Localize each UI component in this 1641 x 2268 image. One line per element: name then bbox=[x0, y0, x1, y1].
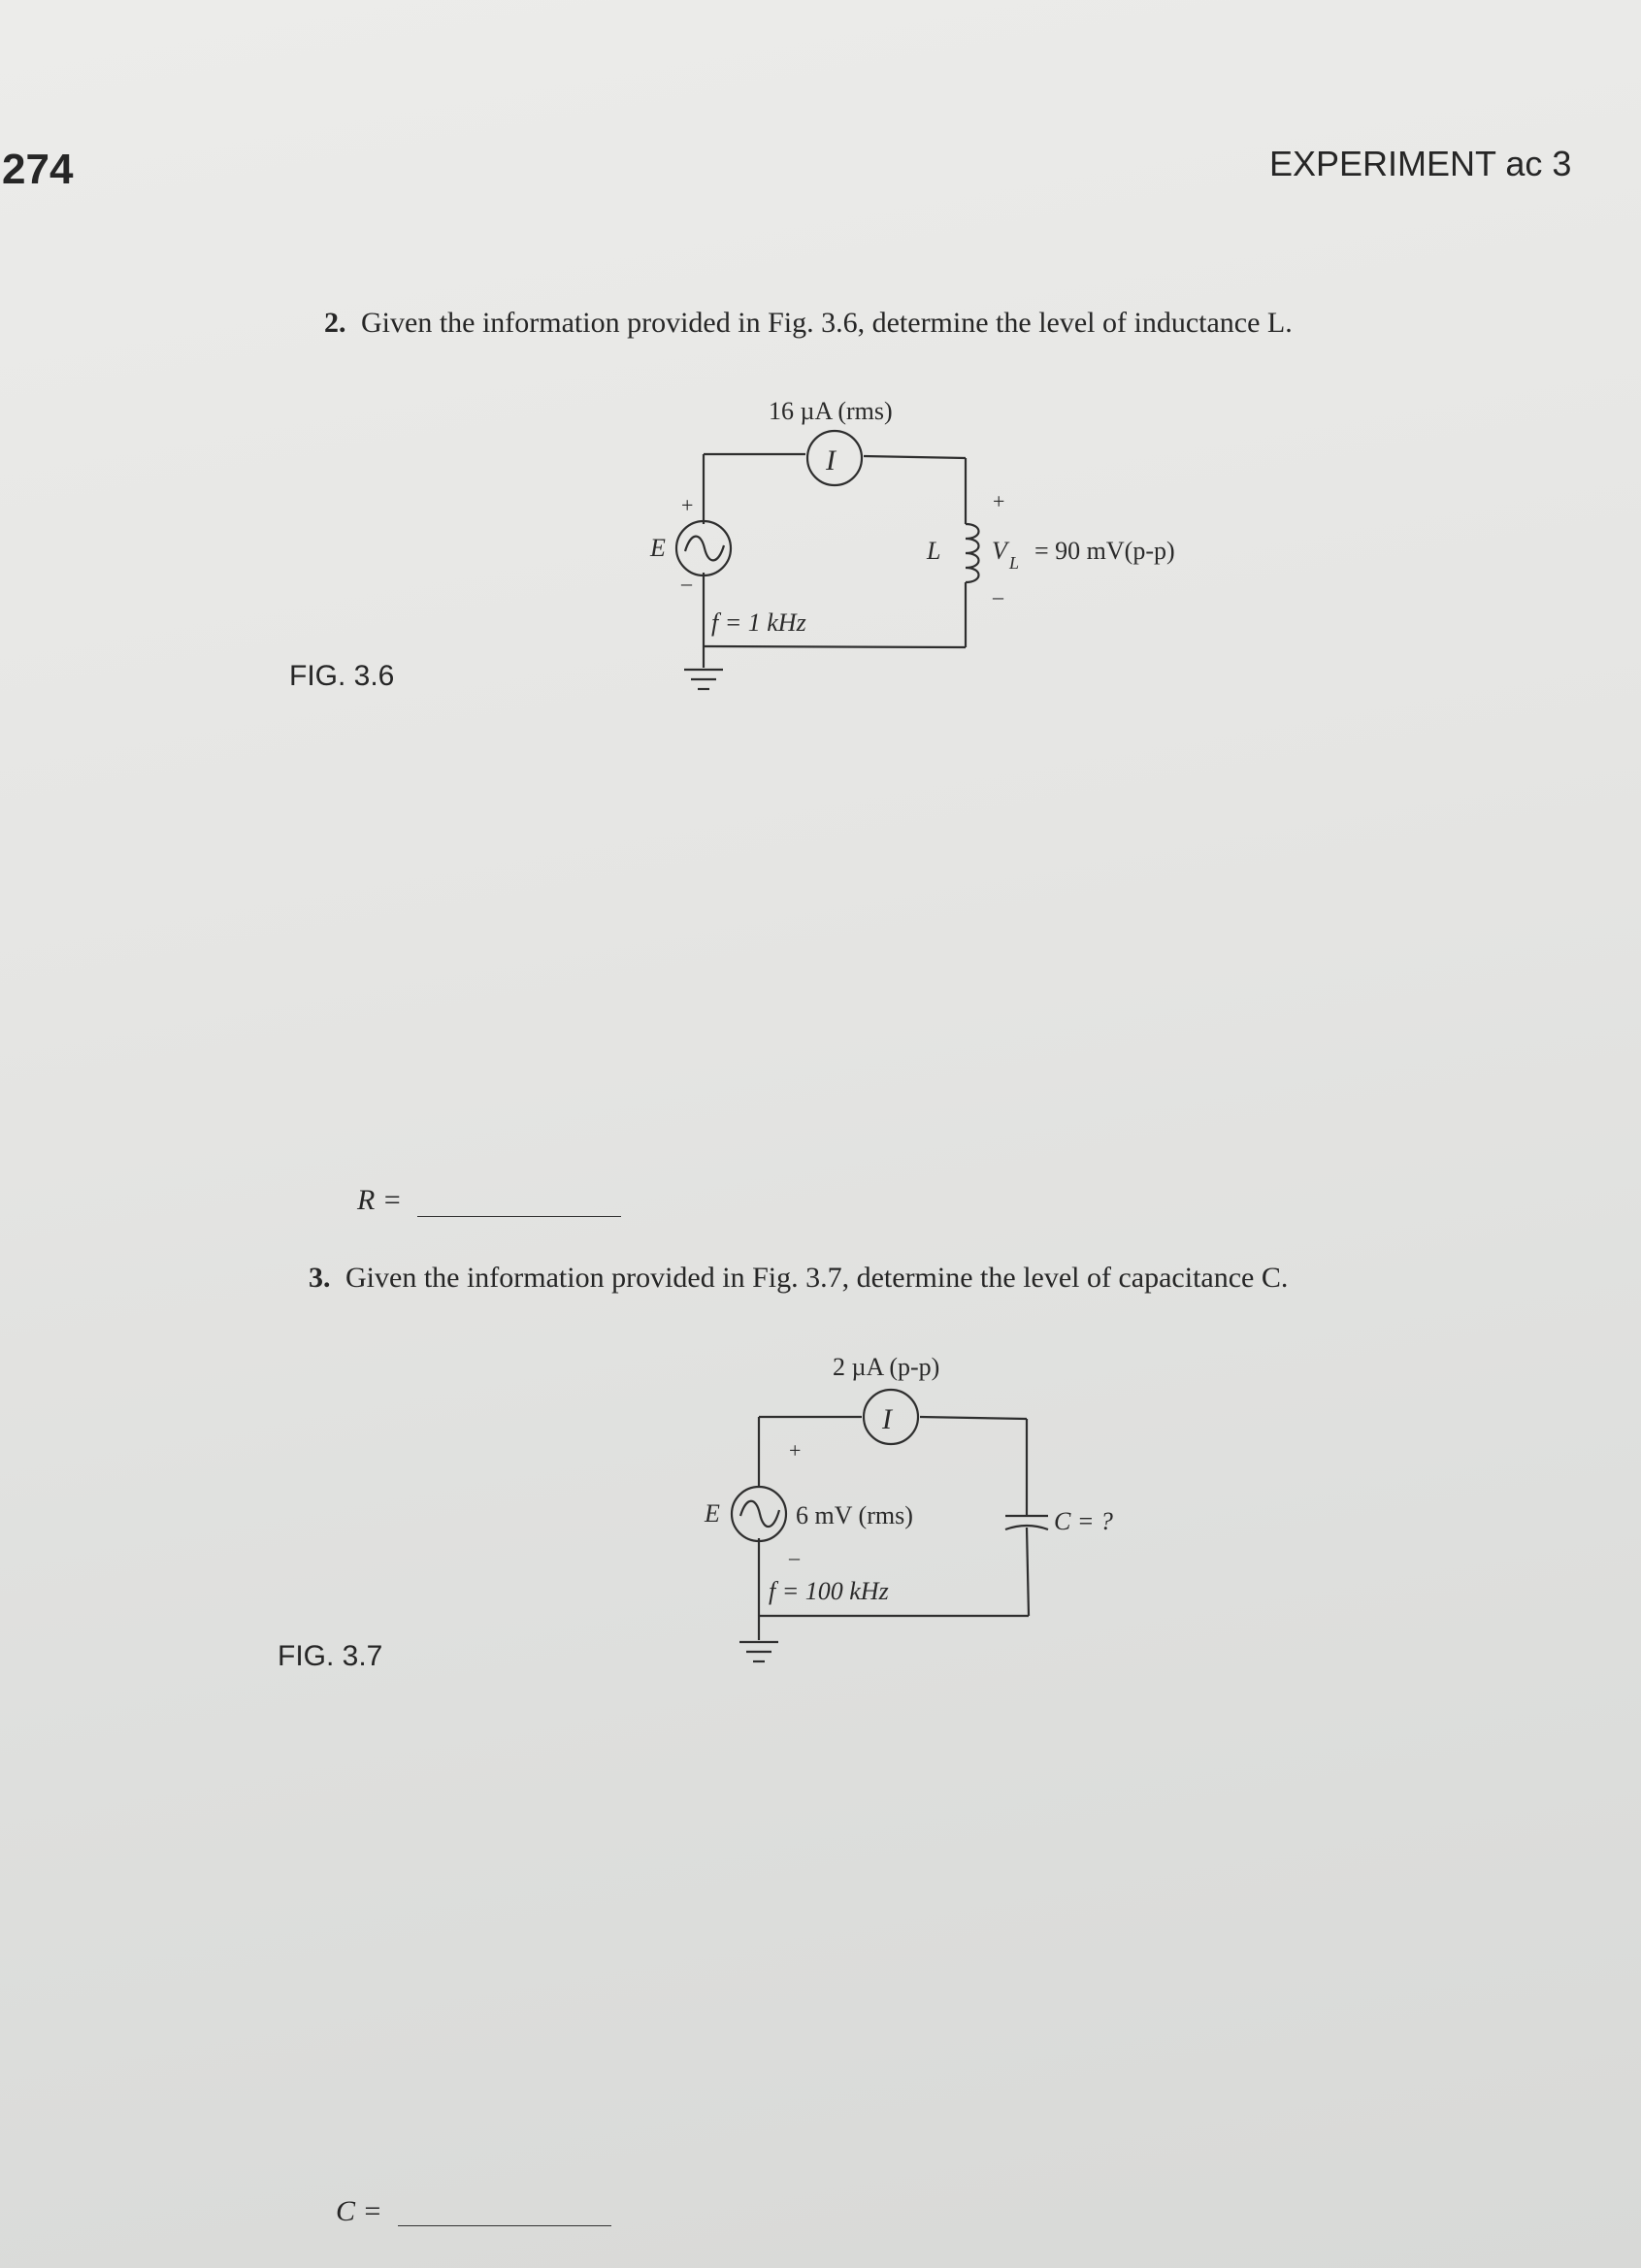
source-plus-3: + bbox=[789, 1438, 802, 1463]
page-number: 274 bbox=[2, 146, 74, 193]
source-plus-2: + bbox=[681, 493, 694, 517]
question-3-text: Given the information provided in Fig. 3.7, determine the level of capacitance C. bbox=[345, 1262, 1289, 1294]
question-2-text: Given the information provided in Fig. 3.6, determine the level of inductance L. bbox=[361, 307, 1293, 339]
inductor-plus-2: + bbox=[993, 489, 1005, 513]
question-3-number: 3. bbox=[309, 1262, 331, 1294]
inductor-label-2: L bbox=[927, 537, 941, 565]
capacitor-label-3: C = ? bbox=[1054, 1507, 1113, 1535]
voltage-value-2: = 90 mV(p-p) bbox=[1034, 537, 1175, 565]
figure-3-7-label: FIG. 3.7 bbox=[278, 1640, 383, 1672]
source-minus-3: – bbox=[789, 1545, 800, 1569]
frequency-3: f = 100 kHz bbox=[769, 1577, 889, 1605]
source-minus-2: – bbox=[681, 571, 692, 595]
current-reading-3: 2 µA (p-p) bbox=[833, 1353, 940, 1381]
source-label-3: E bbox=[705, 1499, 720, 1528]
figure-3-6-label: FIG. 3.6 bbox=[289, 660, 395, 692]
answer-c-label: C = bbox=[336, 2195, 382, 2227]
ammeter-symbol-2: I bbox=[826, 444, 836, 477]
answer-r-label: R = bbox=[357, 1184, 403, 1216]
source-label-2: E bbox=[650, 534, 666, 562]
question-2-number: 2. bbox=[324, 307, 346, 339]
voltage-subscript-2: L bbox=[1009, 553, 1020, 573]
current-reading-2: 16 µA (rms) bbox=[769, 397, 893, 425]
inductor-minus-2: – bbox=[993, 584, 1003, 608]
ammeter-symbol-3: I bbox=[882, 1403, 892, 1435]
voltage-label-2: V bbox=[992, 537, 1007, 565]
source-value-3: 6 mV (rms) bbox=[796, 1501, 913, 1529]
experiment-title: EXPERIMENT ac 3 bbox=[1269, 144, 1572, 183]
frequency-2: f = 1 kHz bbox=[711, 608, 806, 637]
answer-c-blank[interactable] bbox=[398, 2224, 611, 2226]
